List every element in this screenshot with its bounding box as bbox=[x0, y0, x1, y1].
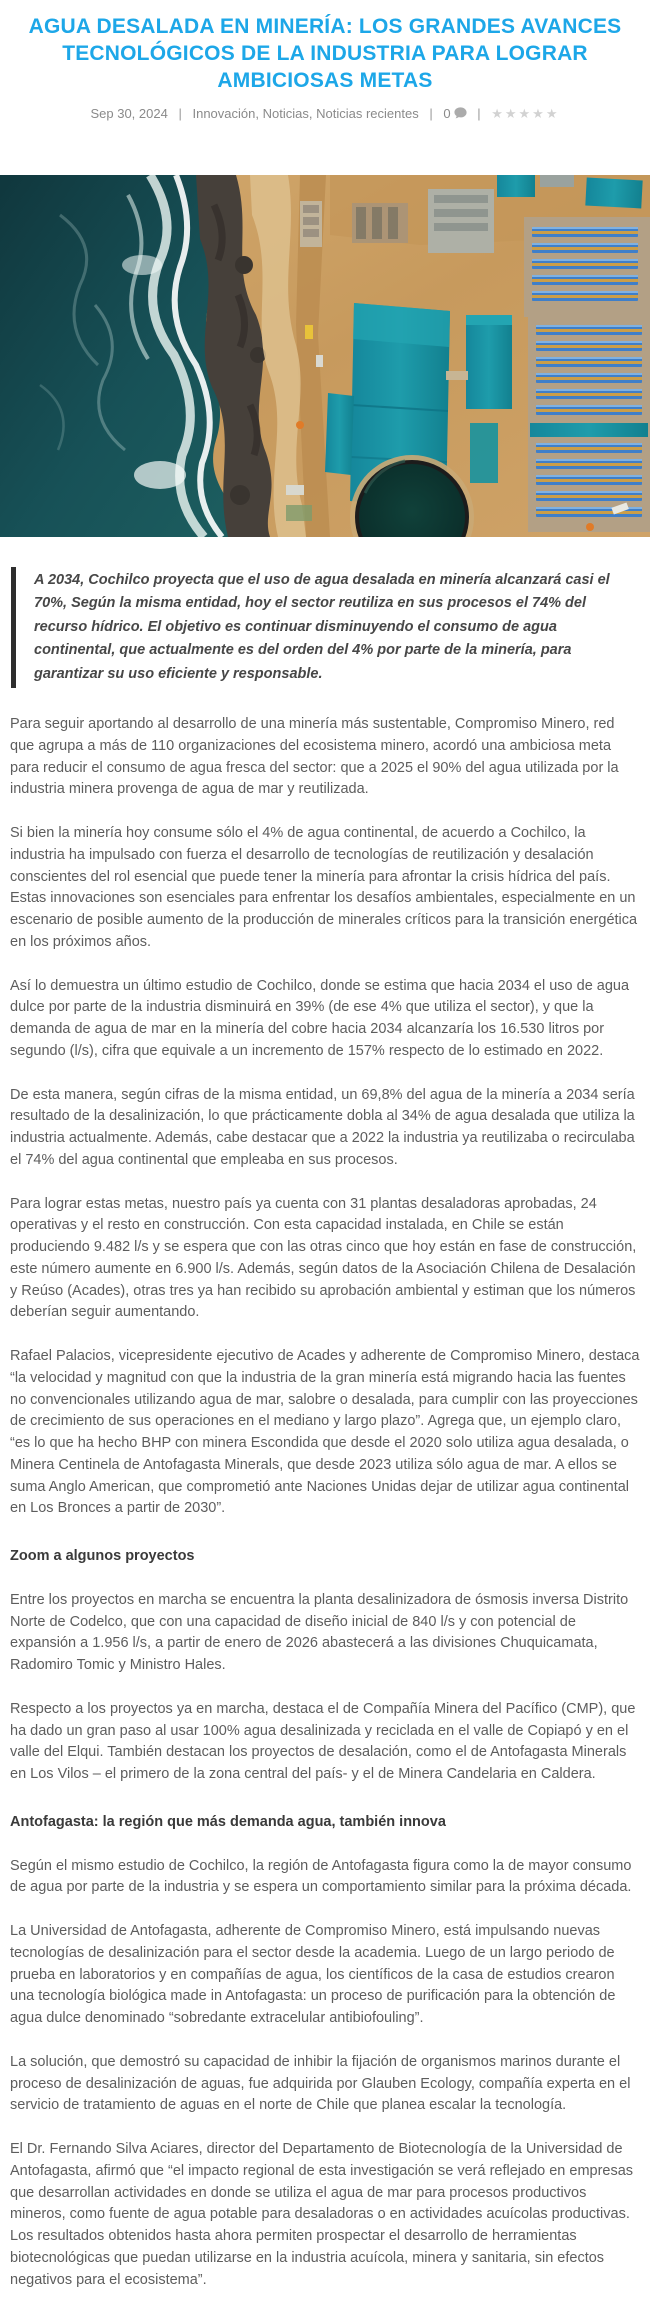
section-heading-zoom-proyectos: Zoom a algunos proyectos bbox=[10, 1548, 195, 1565]
category-link-noticias-recientes[interactable]: Noticias recientes bbox=[316, 105, 419, 121]
post-date: Sep 30, 2024 bbox=[90, 105, 168, 121]
article-paragraph: Si bien la minería hoy consume sólo el 4% de agua continental, de acuerdo a Cochilco, la industria ha impulsado con fuerza el desarrollo de tecnologías de reutilización y desalación conscientes del rol esencial que puede tener la minería para afrontar la crisis hídrica del país. Estas innovaciones son esenciales para enfrentar los desafíos ambientales, especialmente en un escenario de posible aumento de la producción de minerales críticos para la transición energética en los próximos años. bbox=[10, 825, 638, 950]
lead-quote: A 2034, Cochilco proyecta que el uso de agua desalada en minería alcanzará casi el 70%, Según la misma entidad, hoy el sector reutiliza en sus procesos el 74% del recurso hídrico. El objetivo es continuar disminuyendo el consumo de agua continental, que actualmente es del orden del 4% por parte de la minería, para garantizar su uso eficiente y responsable. bbox=[11, 567, 612, 688]
article-paragraph: Para seguir aportando al desarrollo de una minería más sustentable, Compromiso Minero, red que agrupa a más de 110 organizaciones del ecosistema minero, acordó una ambiciosa meta para reducir el consumo de agua fresca del sector: que a 2025 el 90% del agua utilizada por la industria minera provenga de agua de mar y reutilizada. bbox=[10, 716, 619, 798]
article-paragraph: Entre los proyectos en marcha se encuentra la planta desalinizadora de ósmosis inversa Distrito Norte de Codelco, que con una capacidad de diseño inicial de 840 l/s y con potencial de expansión a 1.956 l/s, a partir de enero de 2026 abastecerá a las divisiones Chuquicamata, Radomiro Tomic y Ministro Hales. bbox=[10, 1591, 629, 1674]
comment-count-link[interactable] bbox=[443, 106, 466, 121]
article-paragraph: De esta manera, según cifras de la misma entidad, un 69,8% del agua de la minería a 2034 sería resultado de la desalinización, lo que prácticamente dobla al 34% de agua desalada que utiliza la industria actualmente. Además, cabe destacar que a 2022 la industria ya reutilizaba o recirculaba el 74% del agua continental que empleaba en sus procesos. bbox=[10, 1086, 635, 1168]
meta-divider: | bbox=[178, 105, 182, 121]
category-list bbox=[192, 106, 418, 121]
article-paragraph: Rafael Palacios, vicepresidente ejecutivo de Acades y adherente de Compromiso Minero, destaca “la velocidad y magnitud con que la industria de la gran minería está migrando hacia las fuentes no convencionales utilizando agua de mar, salobre o desalada, para cumplir con las proyecciones de crecimiento de sus operaciones en el mediano y largo plazo”. Agrega que, un ejemplo claro, “es lo que ha hecho BHP con minera Escondida que desde el 2020 solo utiliza agua desalada, o Minera Centinela de Antofagasta Minerals, que desde 2023 utiliza sólo agua de mar. A ellos se suma Anglo American, que comprometió ante Naciones Unidas dejar de utilizar agua continental en Los Bronces a partir de 2030”. bbox=[10, 1348, 640, 1517]
post-meta bbox=[0, 105, 650, 123]
article-paragraph: Para lograr estas metas, nuestro país ya cuenta con 31 plantas desaladoras aprobadas, 24 operativas y el resto en construcción. Con esta capacidad instalada, en Chile se están produciendo 9.482 l/s y se espera que con las otras cinco que hoy están en fase de construcción, este número aumente en 6.900 l/s. Además, según datos de la Asociación Chilena de Desalación y Reúso (Acades), otras tres ya han recibido su aprobación ambiental y estiman que los números deberían seguir aumentando. bbox=[10, 1195, 637, 1321]
article-paragraph: El Dr. Fernando Silva Aciares, director del Departamento de Biotecnología de la Universidad de Antofagasta, afirmó que “el impacto regional de esta investigación se verá reflejado en empresas que desarrollan actividades en donde se utiliza el agua de mar para procesos productivos mineros, como fuente de agua potable para desaladoras o en actividades acuícolas productivas. Los resultados obtenidos hasta ahora permiten prospectar el desarrollo de herramientas biotecnológicas que puedan utilizarse en la industria acuícola, minera y sanitaria, sin efectos negativos para el ecosistema”. bbox=[10, 2141, 634, 2288]
blog-post bbox=[0, 14, 650, 2291]
article-paragraph: La solución, que demostró su capacidad de inhibir la fijación de organismos marinos durante el proceso de desalinización de aguas, fue adquirida por Glauben Ecology, compañía experta en el servicio de tratamiento de aguas en el norte de Chile que planea escalar la tecnología. bbox=[10, 2053, 631, 2114]
page-title: AGUA DESALADA EN MINERÍA: LOS GRANDES AVANCES TECNOLÓGICOS DE LA INDUSTRIA PARA LOGRAR AMBICIOSAS METAS bbox=[28, 15, 622, 92]
meta-divider: | bbox=[429, 105, 433, 121]
category-link-innovacion[interactable]: Innovación , bbox=[192, 106, 262, 121]
star-rating[interactable]: ★★★★★ bbox=[491, 105, 560, 121]
article-paragraph: La Universidad de Antofagasta, adherente de Compromiso Minero, está impulsando nuevas tecnologías de desalinización para el sector desde la academia. Luego de un largo periodo de prueba en laboratorios y en compañías de agua, los científicos de la casa de estudios crearon una tecnología biológica made in Antofagasta: un proceso de purificación para la obtención de agua dulce denominado “sobredante extracelular antibiofouling”. bbox=[10, 1923, 616, 2027]
section-heading-antofagasta: Antofagasta: la región que más demanda agua, también innova bbox=[10, 1813, 446, 1830]
article-paragraph: Así lo demuestra un último estudio de Cochilco, donde se estima que hacia 2034 el uso de agua dulce por parte de la industria disminuirá en 39% (de ese 4% que utiliza el sector), y que la demanda de agua de mar en la minería del cobre hacia 2034 alcanzaría los 16.530 litros por segundo (l/s), cifra que equivale a un incremento de 157% respecto de lo estimado en 2022. bbox=[10, 977, 630, 1059]
article-body bbox=[10, 714, 640, 2291]
comment-count: 0 bbox=[443, 105, 451, 121]
article-paragraph: Respecto a los proyectos ya en marcha, destaca el de Compañía Minera del Pacífico (CMP), que ha dado un gran paso al usar 100% agua desalinizada y reciclada en el valle de Copiapó y en el valle del Elqui. También destacan los proyectos de desalación, como el de Antofagasta Minerals en Los Vilos – el primero de la zona central del país- y el de Minera Candelaria en Caldera. bbox=[10, 1700, 636, 1783]
category-link-noticias[interactable]: Noticias , bbox=[263, 106, 316, 121]
meta-divider: | bbox=[477, 105, 481, 121]
article-paragraph: Según el mismo estudio de Cochilco, la región de Antofagasta figura como la de mayor consumo de agua por parte de la industria y se espera un comportamiento similar para la próxima década. bbox=[10, 1857, 632, 1896]
hero-image bbox=[0, 175, 650, 537]
speech-bubble-icon bbox=[454, 107, 467, 119]
